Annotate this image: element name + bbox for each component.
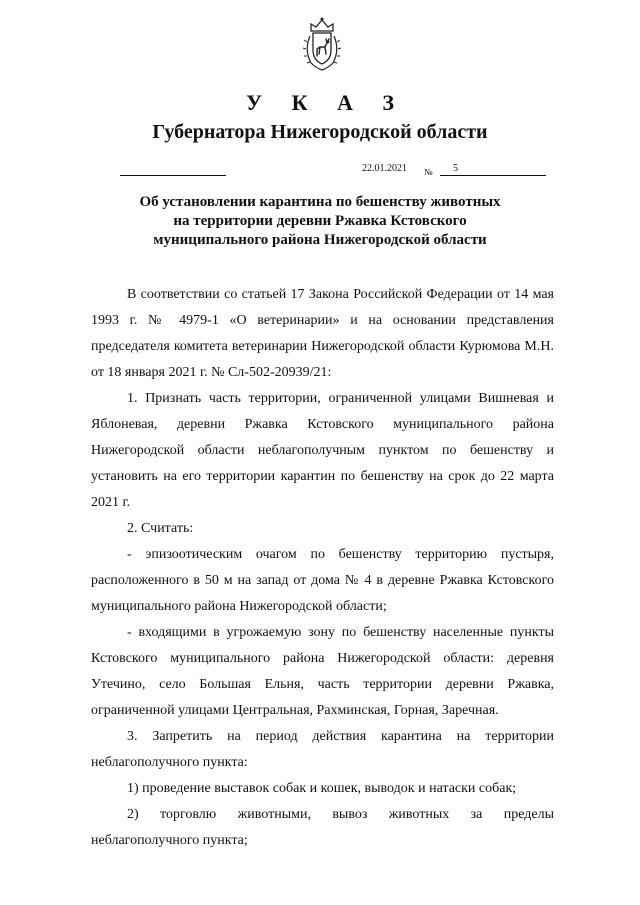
registration-line bbox=[0, 161, 640, 181]
decree-number: 5 bbox=[453, 163, 458, 174]
paragraph-preamble: В соответствии со статьей 17 Закона Российской Федерации от 14 мая 1993 г. № 4979-1 «О ветеринарии» и на основании представления председателя комитета ветеринарии Нижегородской области Курюмова М.Н. от 18 января 2021 г. № Сл-502-20939/21: bbox=[91, 287, 554, 380]
number-underline bbox=[440, 175, 546, 176]
coat-of-arms-emblem bbox=[302, 16, 342, 72]
document-heading: Об установлении карантина по бешенству животных на территории деревни Ржавка Кстовского муниципального района Нижегородской области bbox=[139, 194, 501, 248]
paragraph-item-3: 3. Запретить на период действия карантина на территории неблагополучного пункта: bbox=[91, 729, 554, 770]
paragraph-item-3-1: 1) проведение выставок собак и кошек, выводок и натаски собак; bbox=[127, 781, 517, 796]
paragraph-item-3-2: 2) торговлю животными, вывоз животных за пределы неблагополучного пункта; bbox=[91, 807, 554, 848]
signature-blank-line bbox=[120, 175, 226, 176]
number-label: № bbox=[424, 167, 433, 177]
paragraph-item-2-focus: - эпизоотическим очагом по бешенству территорию пустыря, расположенного в 50 м на запад от дома № 4 в деревне Ржавка Кстовского муниципального района Нижегородской области; bbox=[91, 547, 554, 614]
paragraph-item-1: 1. Признать часть территории, ограниченной улицами Вишневая и Яблоневая, деревни Ржавка Кстовского муниципального района Нижегородской области неблагополучным пунктом по бешенству и установить на его территории карантин по бешенству на срок до 22 марта 2021 г. bbox=[91, 391, 554, 510]
issuer-title: Губернатора Нижегородской области bbox=[152, 121, 488, 143]
document-body bbox=[91, 282, 554, 854]
decree-date: 22.01.2021 bbox=[362, 163, 407, 174]
paragraph-item-2-threat-zone: - входящими в угрожаемую зону по бешенству населенные пункты Кстовского муниципального района Нижегородской области: деревня Утечино, село Большая Ельня, часть территории деревни Ржавка, ограниченной улицами Центральная, Рахминская, Горная, Заречная. bbox=[91, 625, 554, 718]
decree-title: У К А З bbox=[245, 90, 407, 115]
paragraph-item-2: 2. Считать: bbox=[127, 521, 194, 536]
